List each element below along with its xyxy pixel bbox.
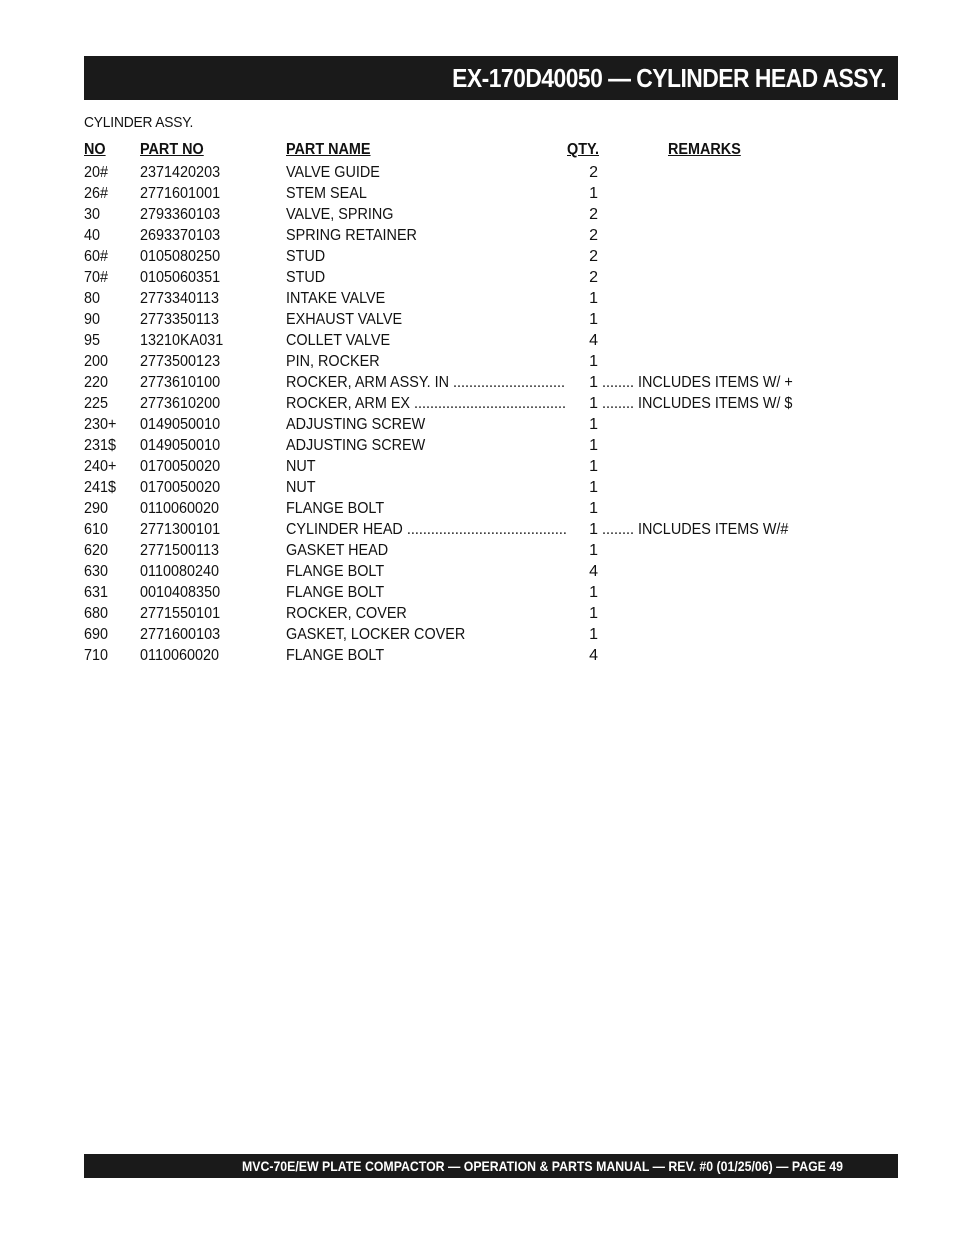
part-number: 0170050020 (140, 479, 221, 496)
part-number-index: 241$ (84, 479, 117, 496)
part-number-index: 26# (84, 185, 109, 202)
part-number-index: 610 (84, 521, 109, 538)
table-row (84, 582, 898, 603)
column-header-remarks: REMARKS (668, 141, 741, 158)
part-number-index: 630 (84, 563, 109, 580)
table-row (84, 645, 898, 666)
part-name: CYLINDER HEAD ........................................ (286, 521, 567, 538)
part-qty: 1 (589, 626, 598, 643)
part-number-index: 20# (84, 164, 109, 181)
table-row (84, 456, 898, 477)
parts-table (84, 162, 898, 666)
part-qty: 1 (589, 374, 598, 391)
part-number-index: 30 (84, 206, 101, 223)
part-name: ADJUSTING SCREW (286, 416, 426, 433)
part-name: NUT (286, 458, 316, 475)
part-number-index: 631 (84, 584, 109, 601)
part-name: STUD (286, 248, 326, 265)
part-qty: 1 (589, 521, 598, 538)
table-row (84, 225, 898, 246)
table-row (84, 204, 898, 225)
part-name: FLANGE BOLT (286, 647, 385, 664)
part-number-index: 80 (84, 290, 101, 307)
part-number-index: 225 (84, 395, 109, 412)
table-row (84, 162, 898, 183)
part-name: GASKET HEAD (286, 542, 389, 559)
part-qty: 1 (589, 353, 598, 370)
part-qty: 1 (589, 416, 598, 433)
part-qty: 1 (589, 458, 598, 475)
part-name: VALVE GUIDE (286, 164, 380, 181)
part-qty: 1 (589, 542, 598, 559)
part-number: 2793360103 (140, 206, 221, 223)
part-number-index: 240+ (84, 458, 117, 475)
part-number: 2771300101 (140, 521, 221, 538)
page-title: EX-170D40050 — CYLINDER HEAD ASSY. (452, 62, 886, 93)
part-number-index: 290 (84, 500, 109, 517)
part-qty: 1 (589, 185, 598, 202)
part-number: 0110060020 (140, 647, 220, 664)
column-header-part-name: PART NAME (286, 141, 371, 158)
part-name: NUT (286, 479, 316, 496)
part-number: 2771601001 (140, 185, 221, 202)
table-row (84, 477, 898, 498)
part-number-index: 90 (84, 311, 101, 328)
part-remarks: ........ INCLUDES ITEMS W/# (602, 521, 789, 538)
table-row (84, 393, 898, 414)
table-row (84, 267, 898, 288)
part-number: 0110080240 (140, 563, 220, 580)
table-row (84, 603, 898, 624)
part-name: ROCKER, COVER (286, 605, 407, 622)
part-name: FLANGE BOLT (286, 500, 385, 517)
part-qty: 1 (589, 290, 598, 307)
part-number: 2773610200 (140, 395, 221, 412)
part-number: 2773350113 (140, 311, 220, 328)
part-qty: 1 (589, 605, 598, 622)
part-number-index: 620 (84, 542, 109, 559)
page-title-bar (84, 56, 898, 100)
table-row (84, 330, 898, 351)
part-name: COLLET VALVE (286, 332, 391, 349)
parts-table-header (84, 141, 898, 161)
column-header-qty: QTY. (567, 141, 600, 158)
part-qty: 2 (589, 206, 598, 223)
part-qty: 1 (589, 584, 598, 601)
part-number: 0110060020 (140, 500, 220, 517)
part-name: ADJUSTING SCREW (286, 437, 426, 454)
part-number: 2773340113 (140, 290, 220, 307)
part-number-index: 95 (84, 332, 101, 349)
table-row (84, 309, 898, 330)
part-name: STEM SEAL (286, 185, 367, 202)
table-row (84, 540, 898, 561)
part-number: 0149050010 (140, 416, 221, 433)
part-remarks: ........ INCLUDES ITEMS W/ $ (602, 395, 793, 412)
part-number-index: 40 (84, 227, 101, 244)
part-number-index: 710 (84, 647, 109, 664)
part-number: 2371420203 (140, 164, 221, 181)
table-row (84, 372, 898, 393)
part-name: FLANGE BOLT (286, 563, 385, 580)
part-name: GASKET, LOCKER COVER (286, 626, 466, 643)
part-number-index: 60# (84, 248, 109, 265)
part-number: 0010408350 (140, 584, 221, 601)
table-row (84, 414, 898, 435)
part-number: 2771500113 (140, 542, 220, 559)
part-qty: 2 (589, 227, 598, 244)
table-row (84, 498, 898, 519)
part-number-index: 680 (84, 605, 109, 622)
part-number: 0105060351 (140, 269, 221, 286)
part-name: ROCKER, ARM ASSY. IN ............................ (286, 374, 566, 391)
part-qty: 4 (589, 647, 598, 664)
part-remarks: ........ INCLUDES ITEMS W/ + (602, 374, 793, 391)
part-name: SPRING RETAINER (286, 227, 417, 244)
part-name: VALVE, SPRING (286, 206, 394, 223)
column-header-part-no: PART NO (140, 141, 204, 158)
column-header-no: NO (84, 141, 106, 158)
part-qty: 1 (589, 500, 598, 517)
table-row (84, 246, 898, 267)
section-subtitle: CYLINDER ASSY. (84, 114, 194, 131)
part-number-index: 200 (84, 353, 109, 370)
part-name: STUD (286, 269, 326, 286)
part-number-index: 230+ (84, 416, 117, 433)
part-number-index: 70# (84, 269, 109, 286)
part-number: 2771600103 (140, 626, 221, 643)
part-number: 0149050010 (140, 437, 221, 454)
part-qty: 4 (589, 563, 598, 580)
part-number: 2771550101 (140, 605, 221, 622)
part-name: EXHAUST VALVE (286, 311, 403, 328)
table-row (84, 351, 898, 372)
table-row (84, 435, 898, 456)
part-qty: 2 (589, 164, 598, 181)
part-number: 2693370103 (140, 227, 221, 244)
part-name: PIN, ROCKER (286, 353, 380, 370)
page-footer-bar (84, 1154, 898, 1178)
part-qty: 1 (589, 311, 598, 328)
part-number: 13210KA031 (140, 332, 224, 349)
part-name: ROCKER, ARM EX ...................................... (286, 395, 567, 412)
part-qty: 4 (589, 332, 598, 349)
part-qty: 2 (589, 269, 598, 286)
part-number: 2773610100 (140, 374, 221, 391)
part-number: 0105080250 (140, 248, 221, 265)
page-footer: MVC-70E/EW PLATE COMPACTOR — OPERATION & PARTS MANUAL — REV. #0 (01/25/06) — PAGE 49 (241, 1158, 843, 1174)
part-number-index: 690 (84, 626, 109, 643)
table-row (84, 561, 898, 582)
part-name: FLANGE BOLT (286, 584, 385, 601)
part-number-index: 231$ (84, 437, 117, 454)
part-qty: 2 (589, 248, 598, 265)
table-row (84, 288, 898, 309)
part-qty: 1 (589, 395, 598, 412)
part-qty: 1 (589, 437, 598, 454)
part-number: 0170050020 (140, 458, 221, 475)
part-number: 2773500123 (140, 353, 221, 370)
part-qty: 1 (589, 479, 598, 496)
table-row (84, 183, 898, 204)
table-row (84, 624, 898, 645)
part-number-index: 220 (84, 374, 109, 391)
table-row (84, 519, 898, 540)
part-name: INTAKE VALVE (286, 290, 386, 307)
